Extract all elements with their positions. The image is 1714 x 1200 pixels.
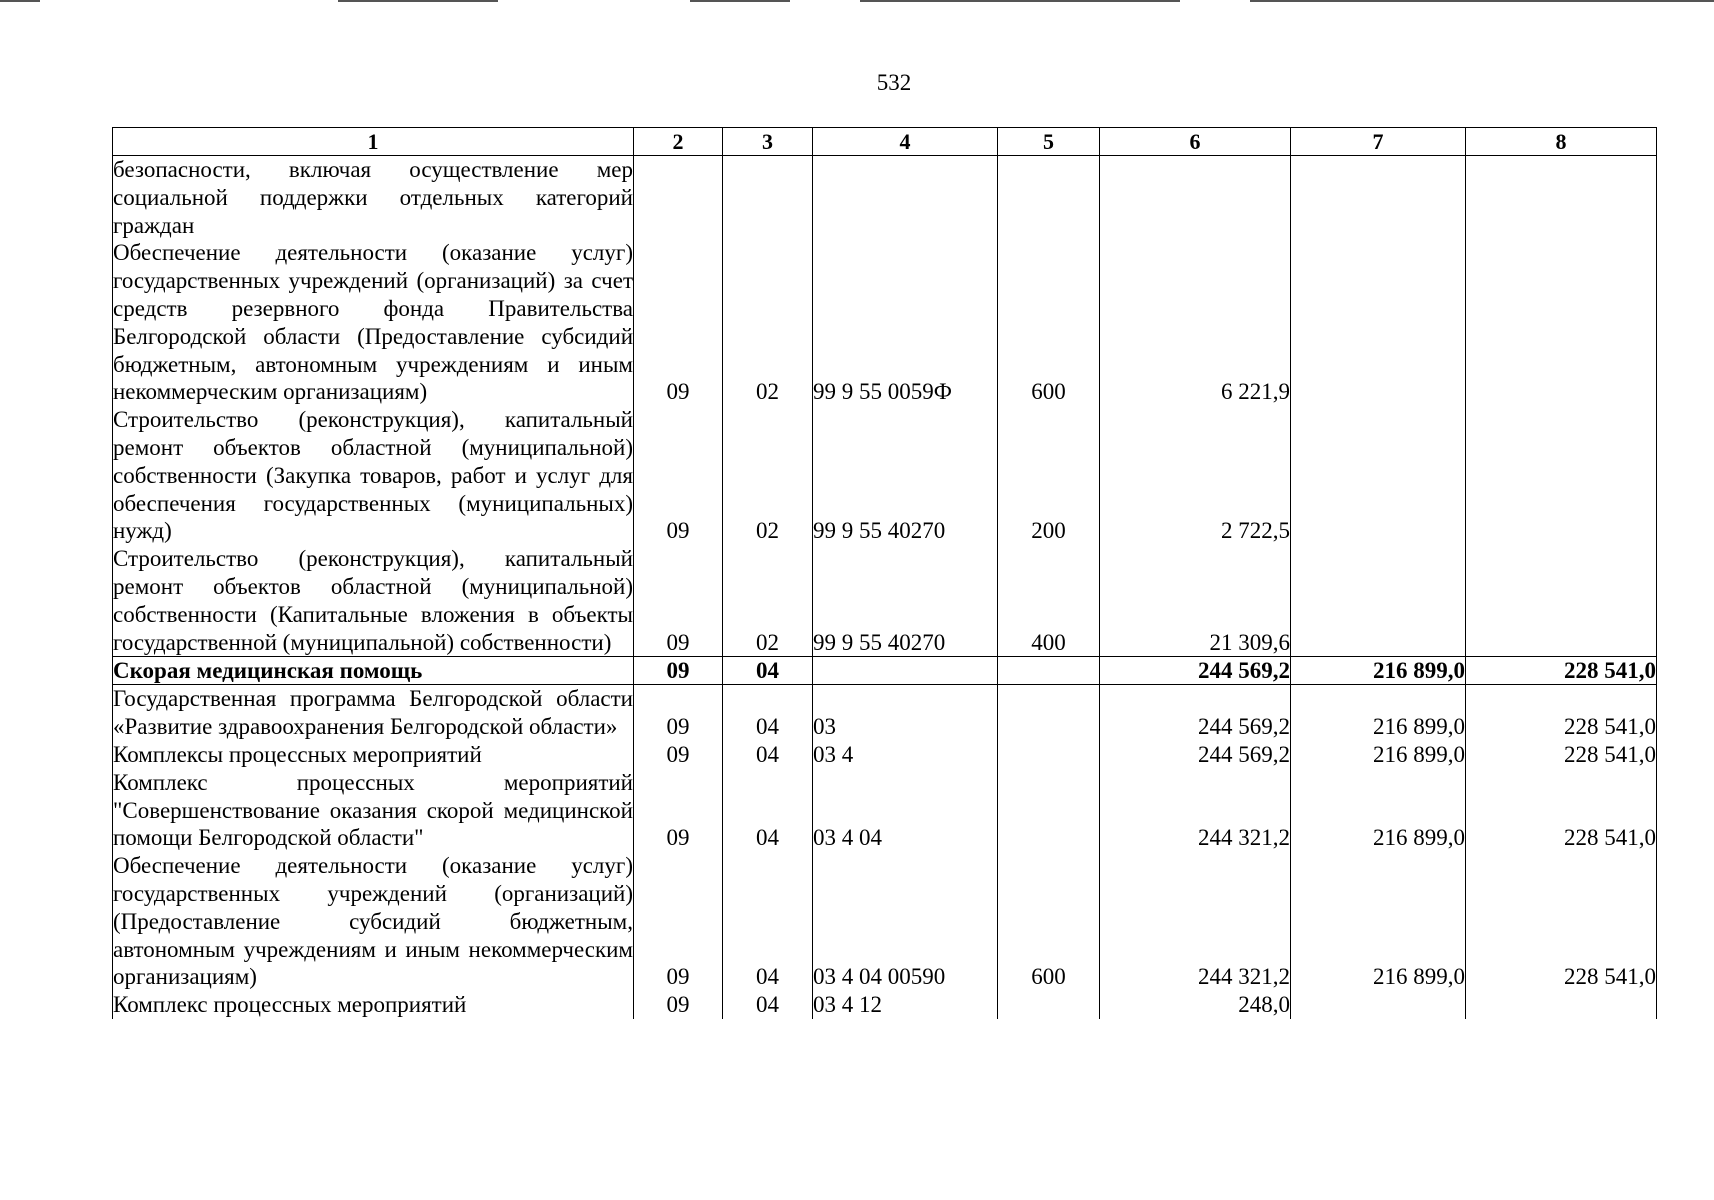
subsection-code-cell: 02 — [723, 239, 813, 406]
scan-edge-line — [0, 0, 40, 2]
amount-cell: 228 541,0 — [1466, 769, 1657, 852]
row-name-cell: Комплекс процессных мероприятий — [113, 991, 634, 1019]
row-name-cell: Обеспечение деятельности (оказание услуг) государственных учреждений (организаций) за счет средств резервного фонда Правительства Белгородской области (Предоставление субсидий бюджетным, автономным учреждениям и иным некоммерческим организациям) — [113, 240, 633, 405]
table-row — [113, 406, 1657, 545]
amount-cell — [1291, 991, 1466, 1019]
amount-cell: 228 541,0 — [1466, 741, 1657, 769]
table-row — [113, 685, 1657, 741]
section-code-cell: 09 — [634, 852, 723, 991]
scan-edge-line — [860, 0, 1180, 2]
target-article-cell: 03 — [813, 685, 998, 741]
expense-type-cell: 400 — [998, 545, 1100, 657]
amount-cell: 244 321,2 — [1100, 769, 1291, 852]
column-header: 3 — [723, 128, 813, 156]
subsection-code-cell: 04 — [723, 741, 813, 769]
column-header: 2 — [634, 128, 723, 156]
amount-cell — [1291, 545, 1466, 657]
amount-cell: 244 321,2 — [1100, 852, 1291, 991]
target-article-cell: 99 9 55 40270 — [813, 545, 998, 657]
table-row — [113, 991, 1657, 1019]
row-name-cell: Комплекс процессных мероприятий "Совершенствование оказания скорой медицинской помощи Белгородской области" — [113, 769, 633, 851]
column-header: 8 — [1466, 128, 1657, 156]
target-article-cell: 99 9 55 0059Ф — [813, 239, 998, 406]
column-header: 1 — [113, 128, 634, 156]
table-row — [113, 545, 1657, 657]
amount-cell — [1466, 406, 1657, 545]
amount-cell — [1466, 991, 1657, 1019]
table-body — [113, 156, 1657, 1019]
expense-type-cell: 200 — [998, 406, 1100, 545]
amount-cell: 21 309,6 — [1100, 545, 1291, 657]
amount-cell — [1291, 406, 1466, 545]
row-name-cell: Государственная программа Белгородской области «Развитие здравоохранения Белгородской области» — [113, 686, 633, 740]
section-code-cell: 09 — [634, 239, 723, 406]
scan-edge-line — [338, 0, 498, 2]
table-row — [113, 769, 1657, 852]
subsection-code-cell: 04 — [723, 769, 813, 852]
expense-type-cell — [998, 657, 1100, 685]
page-number: 532 — [876, 70, 912, 95]
row-name-cell: Комплексы процессных мероприятий — [113, 741, 634, 769]
row-name-cell: безопасности, включая осуществление мер социальной поддержки отдельных категорий граждан — [113, 157, 633, 238]
expense-type-cell — [998, 991, 1100, 1019]
table-row — [113, 741, 1657, 769]
target-article-cell: 03 4 12 — [813, 991, 998, 1019]
amount-cell: 228 541,0 — [1466, 685, 1657, 741]
target-article-cell — [813, 156, 998, 240]
target-article-cell: 03 4 — [813, 741, 998, 769]
target-article-cell: 99 9 55 40270 — [813, 406, 998, 545]
amount-cell — [1466, 545, 1657, 657]
table-row — [113, 239, 1657, 406]
column-header: 5 — [998, 128, 1100, 156]
table-row — [113, 156, 1657, 240]
table-row — [113, 852, 1657, 991]
amount-cell: 216 899,0 — [1291, 657, 1466, 685]
subsection-code-cell: 02 — [723, 406, 813, 545]
amount-cell: 248,0 — [1100, 991, 1291, 1019]
section-code-cell — [634, 156, 723, 240]
amount-cell — [1466, 239, 1657, 406]
row-name-cell: Обеспечение деятельности (оказание услуг) государственных учреждений (организаций) (Предоставление субсидий бюджетным, автономным учреждениям и иным некоммерческим организациям) — [113, 853, 633, 990]
amount-cell: 216 899,0 — [1291, 741, 1466, 769]
target-article-cell: 03 4 04 — [813, 769, 998, 852]
column-header: 4 — [813, 128, 998, 156]
section-code-cell: 09 — [634, 741, 723, 769]
column-header: 6 — [1100, 128, 1291, 156]
section-code-cell: 09 — [634, 685, 723, 741]
amount-cell: 244 569,2 — [1100, 685, 1291, 741]
subsection-code-cell: 02 — [723, 545, 813, 657]
subsection-code-cell: 04 — [723, 657, 813, 685]
section-code-cell: 09 — [634, 991, 723, 1019]
row-name-cell: Строительство (реконструкция), капитальный ремонт объектов областной (муниципальной) собственности (Закупка товаров, работ и услуг для обеспечения государственных (муниципальных) нужд) — [113, 407, 633, 544]
amount-cell: 216 899,0 — [1291, 769, 1466, 852]
expense-type-cell — [998, 741, 1100, 769]
budget-table — [112, 127, 1657, 1019]
amount-cell — [1291, 239, 1466, 406]
table-row — [113, 657, 1657, 685]
row-name-cell: Скорая медицинская помощь — [113, 657, 634, 685]
expense-type-cell — [998, 685, 1100, 741]
target-article-cell — [813, 657, 998, 685]
subsection-code-cell: 04 — [723, 685, 813, 741]
section-code-cell: 09 — [634, 657, 723, 685]
expense-type-cell: 600 — [998, 852, 1100, 991]
expense-type-cell — [998, 156, 1100, 240]
scan-edge-line — [690, 0, 790, 2]
expense-type-cell: 600 — [998, 239, 1100, 406]
section-code-cell: 09 — [634, 406, 723, 545]
amount-cell: 6 221,9 — [1100, 239, 1291, 406]
amount-cell — [1291, 156, 1466, 240]
target-article-cell: 03 4 04 00590 — [813, 852, 998, 991]
section-code-cell: 09 — [634, 769, 723, 852]
amount-cell: 228 541,0 — [1466, 657, 1657, 685]
section-code-cell: 09 — [634, 545, 723, 657]
header-row — [113, 128, 1657, 156]
expense-type-cell — [998, 769, 1100, 852]
amount-cell — [1466, 156, 1657, 240]
amount-cell: 216 899,0 — [1291, 685, 1466, 741]
amount-cell: 228 541,0 — [1466, 852, 1657, 991]
subsection-code-cell — [723, 156, 813, 240]
scan-edge-line — [1250, 0, 1714, 2]
subsection-code-cell: 04 — [723, 852, 813, 991]
amount-cell: 2 722,5 — [1100, 406, 1291, 545]
amount-cell — [1100, 156, 1291, 240]
subsection-code-cell: 04 — [723, 991, 813, 1019]
amount-cell: 216 899,0 — [1291, 852, 1466, 991]
column-header: 7 — [1291, 128, 1466, 156]
row-name-cell: Строительство (реконструкция), капитальный ремонт объектов областной (муниципальной) собственности (Капитальные вложения в объекты государственной (муниципальной) собственности) — [113, 545, 634, 657]
amount-cell: 244 569,2 — [1100, 657, 1291, 685]
amount-cell: 244 569,2 — [1100, 741, 1291, 769]
